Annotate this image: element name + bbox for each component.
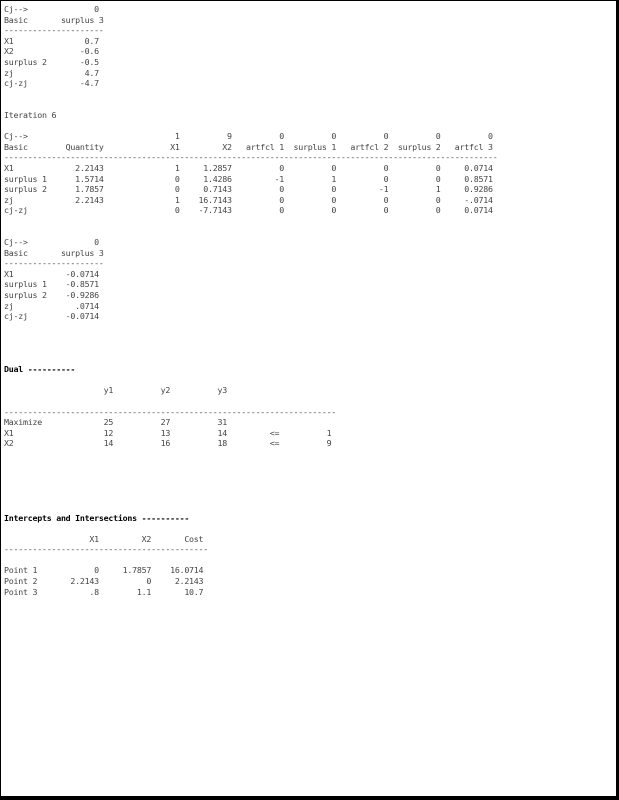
table-row: X1 2.2143 1 1.2857 0 0 0 0 0.0714: [4, 162, 493, 173]
table-divider: ---------------------: [4, 25, 104, 36]
dual-table: [4, 385, 498, 449]
table-row: X1 -0.0714: [4, 268, 99, 279]
table-row: Cj--> 0: [4, 4, 99, 14]
spacer: [4, 460, 498, 471]
table-divider: ----------------------------------------------------------------------: [4, 406, 337, 417]
spacer: [4, 555, 498, 566]
table-header-row: y1 y2 y3: [4, 385, 228, 396]
table-row: X1 0.7: [4, 35, 99, 46]
table-row: X1 12 13 14 <= 1: [4, 427, 332, 438]
spacer: [4, 121, 498, 132]
table-row: Cj--> 0: [4, 237, 99, 248]
table-row: zj 4.7: [4, 67, 99, 78]
dual-heading: Dual ----------: [4, 364, 76, 375]
iteration-6-table: [4, 131, 498, 216]
table-row: Point 1 0 1.7857 16.0714: [4, 565, 204, 576]
spacer: [4, 375, 498, 386]
iteration-6-extension-table: [4, 237, 498, 322]
table-row: Maximize 25 27 31: [4, 417, 228, 428]
table-row: Cj--> 1 9 0 0 0 0 0: [4, 131, 493, 142]
spacer: [4, 354, 498, 365]
table-row: zj .0714: [4, 300, 99, 311]
spacer: [4, 491, 498, 502]
table-row: cj-zj -0.0714: [4, 311, 99, 322]
spacer: [4, 332, 498, 343]
continuation-table: [4, 4, 498, 89]
spacer: [4, 343, 498, 354]
table-row: surplus 1 -0.8571: [4, 279, 99, 290]
document-body: [4, 4, 498, 597]
table-row: surplus 2 -0.5: [4, 56, 99, 67]
table-divider: ---------------------: [4, 258, 104, 269]
table-row: Point 3 .8 1.1 10.7: [4, 586, 204, 597]
spacer: [4, 89, 498, 100]
table-row: surplus 1 1.5714 0 1.4286 -1 1 0 0 0.8571: [4, 173, 493, 184]
spacer: [4, 396, 498, 407]
spacer: [4, 481, 498, 492]
spacer: [4, 226, 498, 237]
table-row: surplus 2 -0.9286: [4, 290, 99, 301]
spacer: [4, 502, 498, 513]
spacer: [4, 99, 498, 110]
table-divider: -------------------------------------------: [4, 544, 209, 555]
table-header-row: Basic Quantity X1 X2 artfcl 1 surplus 1 artfcl 2 surplus 2 artfcl 3: [4, 141, 493, 152]
spacer: [4, 322, 498, 333]
table-row: zj 2.2143 1 16.7143 0 0 0 0 -.0714: [4, 194, 493, 205]
table-row: surplus 2 1.7857 0 0.7143 0 0 -1 1 0.9286: [4, 184, 493, 195]
intercepts-heading: Intercepts and Intersections ----------: [4, 512, 190, 523]
spacer: [4, 449, 498, 460]
iteration-heading: Iteration 6: [4, 109, 57, 120]
table-row: X2 -0.6: [4, 46, 99, 57]
spacer: [4, 470, 498, 481]
table-header-row: X1 X2 Cost: [4, 533, 204, 544]
table-header-row: Basic surplus 3: [4, 247, 104, 258]
table-row: cj-zj -4.7: [4, 78, 99, 89]
table-row: Point 2 2.2143 0 2.2143: [4, 576, 204, 587]
table-row: cj-zj 0 -7.7143 0 0 0 0 0.0714: [4, 205, 493, 216]
table-divider: --------------------------------------------------------------------------------------------------------: [4, 152, 498, 163]
intercepts-table: [4, 534, 498, 598]
table-row: Basic surplus 3: [4, 14, 104, 25]
spacer: [4, 523, 498, 534]
table-row: X2 14 16 18 <= 9: [4, 438, 332, 449]
spacer: [4, 216, 498, 227]
